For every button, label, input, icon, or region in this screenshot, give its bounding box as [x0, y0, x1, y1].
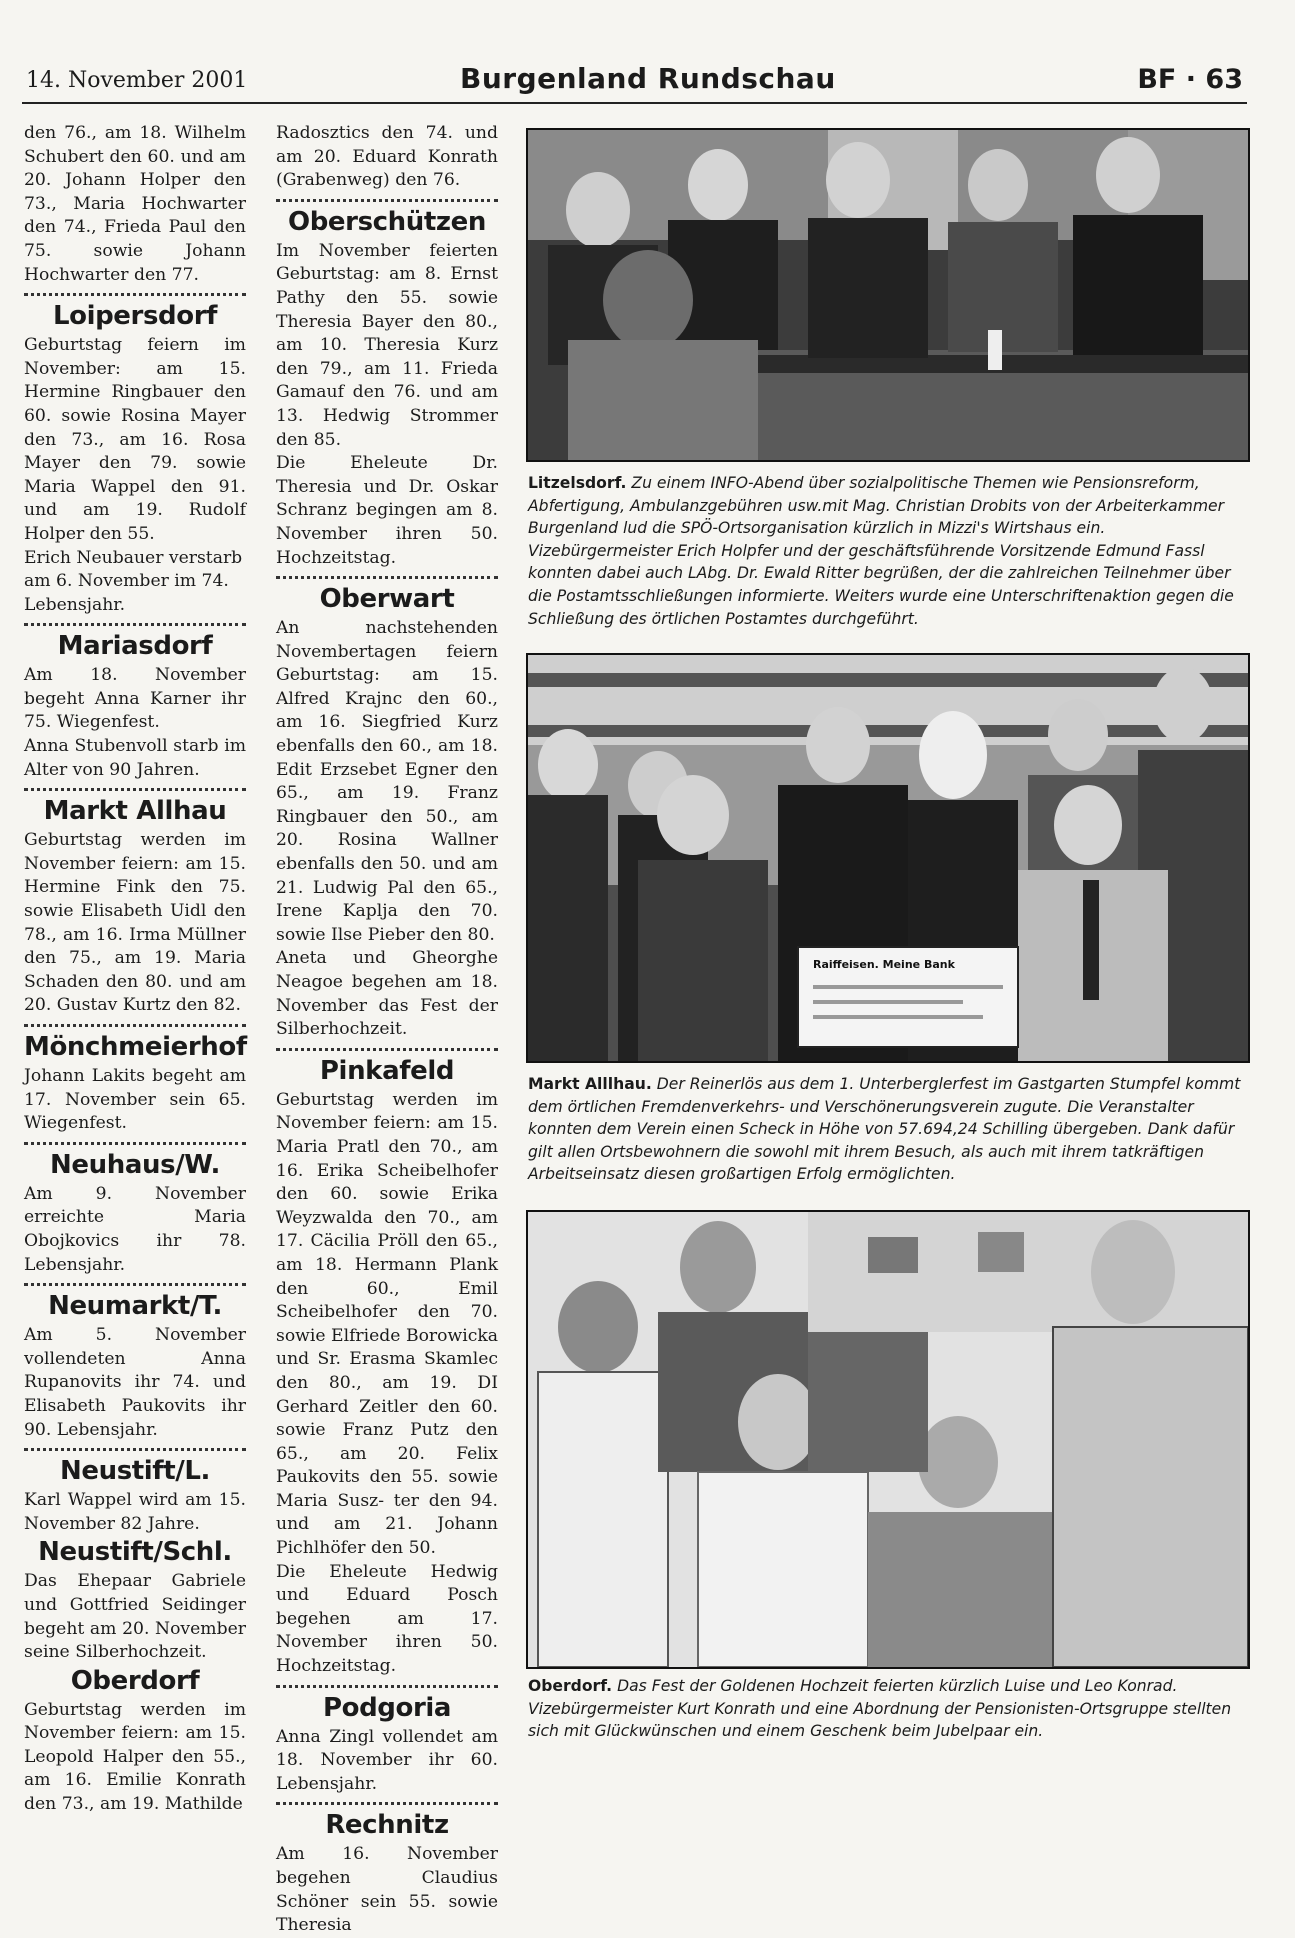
photo-caption: [528, 1675, 1248, 1743]
section-text: Am 5. November vollendeten Anna Rupanovits ihr 74. und Elisabeth Paukovits ihr 90. Lebensjahr.: [24, 1325, 246, 1440]
section-text: Geburtstag feiern im November: am 15. Hermine Ringbauer den 60. sowie Rosina Mayer den 73., am 16. Rosa Mayer den 79. sowie Maria Wappel den 91. und am 19. Rudolf Holper den 55.: [24, 335, 246, 544]
caption-text: Das Fest der Goldenen Hochzeit feierten kürzlich Luise und Leo Konrad. Vizebürgermeister Kurt Konrath und eine Abordnung der Pensionisten-Ortsgruppe stellten sich mit Glückwünschen und einem Geschenk beim Jubelpaar ein.: [528, 1677, 1232, 1741]
section-text: Im November feierten Geburtstag: am 8. Ernst Pathy den 55. sowie Theresia Bayer den 80., am 10. Theresia Kurz den 79., am 11. Frieda Gamauf den 76. und am 13. Hedwig Strommer den 85.: [276, 240, 498, 450]
section-text: Erich Neubauer verstarb am 6. November im 74. Lebensjahr.: [24, 547, 243, 615]
section-title-mariasdorf: Mariasdorf: [57, 631, 213, 662]
dotted-divider: [24, 1283, 246, 1286]
section-title-neustift-schl: Neustift/Schl.: [38, 1537, 232, 1568]
section-text: Die Eheleute Hedwig und Eduard Posch begehen am 17. November ihren 50. Hochzeitstag.: [276, 1561, 498, 1677]
page-header: [22, 60, 1247, 104]
column-intro-text: den 76., am 18. Wilhelm Schubert den 60. und am 20. Johann Holper den 73., Maria Hochwarter den 74., Frieda Paul den 75. sowie Johann Hochwarter den 77.: [24, 123, 246, 285]
section-text: An nachstehenden Novembertagen feiern Geburtstag: am 15. Alfred Krajnc den 60., am 16. Siegfried Kurz ebenfalls den 60., am 18. Edit Erzsebet Egner den 65., am 19. Franz Ringbauer den 50., am 20. Rosina Wallner ebenfalls den 50. und am 21. Ludwig Pal den 65., Irene Kaplja den 70. sowie Ilse Pieber den 80.: [276, 618, 498, 945]
section-text: Die Eheleute Dr. Theresia und Dr. Oskar Schranz begingen am 8. November ihren 50. Hochzeitstag.: [276, 453, 498, 568]
caption-place: Litzelsdorf.: [528, 474, 627, 492]
masthead-title: Burgenland Rundschau: [460, 62, 836, 95]
dotted-divider: [276, 1685, 498, 1688]
section-title-neustift-l: Neustift/L.: [59, 1456, 210, 1487]
section-text: Geburtstag werden im November feiern: am 15. Maria Pratl den 70., am 16. Erika Scheibelhofer den 60. sowie Erika Weyzwalda den 70., am 17. Cäcilia Pröll den 65., am 18. Hermann Plank den 60., Emil Scheibelhofer den 70. sowie Elfriede Borowicka und Sr. Erasma Skamlec den 80., am 19. DI Gerhard Zeitler den 60. sowie Franz Putz den 65., am 20. Felix Paukovits den 55. sowie Maria Susz- ter den 94. und am 21. Johann Pichlhöfer den 50.: [276, 1089, 498, 1559]
section-text: Johann Lakits begeht am 17. November sein 65. Wiegenfest.: [24, 1066, 246, 1134]
section-text: Geburtstag werden im November feiern: am 15. Hermine Fink den 75. sowie Elisabeth Uidl den 78., am 16. Irma Müllner den 75., am 19. Maria Schaden den 80. und am 20. Gustav Kurtz den 82.: [24, 830, 246, 1016]
section-text: Am 18. November begeht Anna Karner ihr 75. Wiegenfest.: [24, 665, 246, 733]
section-title-rechnitz: Rechnitz: [325, 1810, 449, 1841]
dotted-divider: [24, 788, 246, 791]
section-text: Anna Zingl vollendet am 18. November ihr 60. Lebensjahr.: [276, 1726, 498, 1794]
dotted-divider: [276, 576, 498, 579]
section-title-podgoria: Podgoria: [322, 1692, 452, 1723]
section-title-oberdorf: Oberdorf: [70, 1665, 200, 1696]
section-text: Aneta und Gheorghe Neagoe begehen am 18. November das Fest der Silberhochzeit.: [276, 948, 498, 1040]
dotted-divider: [24, 293, 246, 296]
section-text: Karl Wappel wird am 15. November 82 Jahre.: [24, 1490, 246, 1534]
section-title-pinkafeld: Pinkafeld: [319, 1055, 455, 1086]
photo-caption: [528, 1073, 1248, 1186]
dotted-divider: [276, 1048, 498, 1051]
news-column-2: [276, 122, 498, 1938]
column-intro-text: Radosztics den 74. und am 20. Eduard Konrath (Grabenweg) den 76.: [276, 123, 498, 191]
dotted-divider: [276, 1802, 498, 1805]
section-text: Am 16. November begehen Claudius Schöner sein 55. sowie Theresia: [276, 1844, 498, 1936]
section-title-oberwart: Oberwart: [319, 584, 455, 615]
dotted-divider: [24, 623, 246, 626]
dotted-divider: [24, 1142, 246, 1145]
golden-wedding-photo-icon: [526, 1210, 1250, 1669]
cheque-handover-photo-icon: [526, 653, 1250, 1063]
news-column-1: [24, 122, 246, 1817]
caption-place: Markt Alllhau.: [528, 1075, 652, 1093]
section-title-moenchmeierhof: Mönchmeierhof: [24, 1032, 247, 1062]
section-title-oberschuetzen: Oberschützen: [288, 206, 486, 237]
issue-date: 14. November 2001: [26, 68, 248, 93]
section-text: Das Ehepaar Gabriele und Gottfried Seidinger begeht am 20. November seine Silberhochzeit.: [24, 1571, 246, 1663]
caption-text: Der Reinerlös aus dem 1. Unterberglerfest im Gastgarten Stumpfel kommt dem örtlichen Fremdenverkehrs- und Verschönerungsverein zugute. Die Veranstalter konnten dem Verein einen Scheck in Höhe von 57.694,24 Schilling übergeben. Dank dafür gilt allen Ortsbewohnern die sowohl mit ihrem Besuch, als auch mit ihrem tatkräftigen Arbeitseinsatz diesen großartigen Erfolg ermöglichten.: [528, 1075, 1241, 1184]
section-title-loipersdorf: Loipersdorf: [52, 301, 218, 332]
dotted-divider: [24, 1024, 246, 1027]
section-text: Anna Stubenvoll starb im Alter von 90 Jahren.: [24, 736, 246, 780]
caption-text: Zu einem INFO-Abend über sozialpolitische Themen wie Pensionsreform, Abfertigung, Ambulanzgebühren usw.mit Mag. Christian Drobits von der Arbeiterkammer Burgenland lud die SPÖ-Ortsorganisation kürzlich in Mizzi's Wirtshaus ein. Vizebürgermeister Erich Holpfer und der geschäftsführende Vorsitzende Edmund Fassl konnten dabei auch LAbg. Dr. Ewald Ritter begrüßen, der die zahlreichen Teilnehmer über die Postamtsschließungen informierte. Weiters wurde eine Unterschriftenaktion gegen die Schließung des örtlichen Postamtes durchgeführt.: [528, 474, 1234, 628]
dotted-divider: [276, 199, 498, 202]
cheque-text: Raiffeisen. Meine Bank: [813, 958, 955, 971]
caption-place: Oberdorf.: [528, 1677, 613, 1695]
section-text: Geburtstag werden im November feiern: am 15. Leopold Halper den 55., am 16. Emilie Konrath den 73., am 19. Mathilde: [24, 1699, 246, 1815]
dotted-divider: [24, 1448, 246, 1451]
section-title-markt-allhau: Markt Allhau: [43, 796, 227, 827]
section-title-neuhaus: Neuhaus/W.: [50, 1149, 220, 1180]
section-text: Am 9. November erreichte Maria Obojkovics ihr 78. Lebensjahr.: [24, 1183, 246, 1275]
page-number: BF · 63: [1137, 64, 1243, 95]
photo-caption: [528, 472, 1248, 630]
section-title-neumarkt: Neumarkt/T.: [48, 1291, 222, 1322]
group-photo-icon: [526, 128, 1250, 462]
